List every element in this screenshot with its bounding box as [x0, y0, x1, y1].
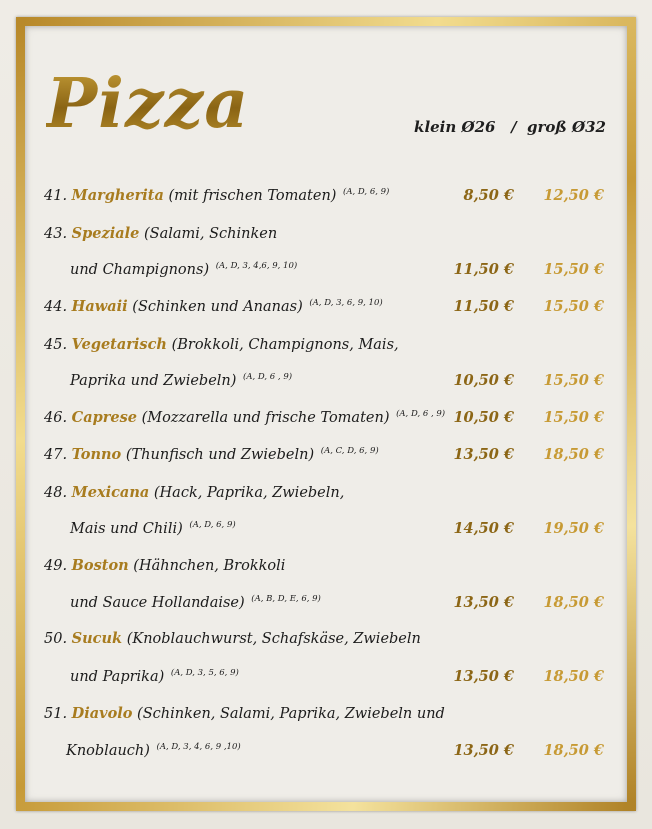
price-large: 15,50 €	[543, 372, 604, 389]
menu-item-sucuk	[44, 630, 604, 652]
item-description: und Paprika)	[70, 669, 165, 685]
price-small: 13,50 €	[453, 668, 514, 685]
menu-item-boston-cont	[70, 594, 604, 616]
menu-item-vegetarisch	[44, 336, 604, 358]
menu-item-mexicana	[44, 484, 604, 506]
menu-item-sucuk-cont	[70, 668, 604, 690]
item-description: Paprika und Zwiebeln)	[70, 373, 237, 389]
price-large: 15,50 €	[543, 298, 604, 315]
item-name: Boston	[71, 557, 129, 574]
item-number: 49.	[44, 558, 68, 574]
item-allergens: (A, D, 6, 9)	[343, 187, 390, 197]
price-small: 10,50 €	[453, 409, 514, 426]
item-name: Diavolo	[71, 705, 133, 722]
menu-item-hawaii	[44, 298, 604, 320]
menu-item-speziale-cont	[70, 261, 604, 283]
price-small: 13,50 €	[453, 742, 514, 759]
item-name: Margherita	[71, 187, 164, 204]
price-large: 15,50 €	[543, 409, 604, 426]
menu-item-boston	[44, 557, 604, 579]
price-large: 19,50 €	[543, 520, 604, 537]
item-description: (mit frischen Tomaten)	[163, 188, 337, 204]
item-description: Knoblauch)	[66, 743, 150, 759]
item-description: (Schinken und Ananas)	[127, 299, 303, 315]
menu-title: Pizza	[46, 64, 250, 144]
menu-item-margherita	[44, 187, 604, 209]
item-number: 50.	[44, 631, 68, 647]
price-large: 12,50 €	[543, 187, 604, 204]
price-large: 18,50 €	[543, 446, 604, 463]
item-allergens: (A, D, 6 , 9)	[396, 409, 446, 419]
item-allergens: (A, D, 3, 4, 6, 9 ,10)	[156, 742, 241, 752]
item-name: Hawaii	[71, 298, 128, 315]
menu-item-speziale	[44, 225, 604, 247]
item-number: 41.	[44, 188, 68, 204]
menu-item-mexicana-cont	[70, 520, 604, 542]
item-allergens: (A, D, 3, 6, 9, 10)	[309, 298, 383, 308]
item-description: (Knoblauchwurst, Schafskäse, Zwiebeln	[122, 631, 421, 647]
item-number: 44.	[44, 299, 68, 315]
item-allergens: (A, D, 6, 9)	[189, 520, 236, 530]
item-allergens: (A, D, 3, 5, 6, 9)	[170, 668, 239, 678]
size-header: klein Ø26 / groß Ø32	[414, 118, 606, 136]
item-number: 46.	[44, 410, 68, 426]
item-name: Speziale	[71, 225, 140, 242]
item-number: 51.	[44, 706, 68, 722]
item-allergens: (A, B, D, E, 6, 9)	[251, 594, 321, 604]
price-small: 11,50 €	[453, 261, 514, 278]
price-large: 18,50 €	[543, 594, 604, 611]
item-name: Caprese	[71, 409, 137, 426]
item-description: (Schinken, Salami, Paprika, Zwiebeln und	[132, 706, 445, 722]
item-number: 43.	[44, 226, 68, 242]
item-name: Mexicana	[71, 484, 150, 501]
price-large: 15,50 €	[543, 261, 604, 278]
menu-item-diavolo	[44, 705, 604, 727]
item-number: 45.	[44, 337, 68, 353]
item-allergens: (A, D, 6 , 9)	[243, 372, 293, 382]
item-description: und Sauce Hollandaise)	[70, 595, 245, 611]
item-description: (Mozzarella und frische Tomaten)	[137, 410, 390, 426]
item-description: Mais und Chili)	[70, 521, 183, 537]
item-description: und Champignons)	[70, 262, 210, 278]
item-description: (Brokkoli, Champignons, Mais,	[166, 337, 399, 353]
price-small: 11,50 €	[453, 298, 514, 315]
item-allergens: (A, D, 3, 4,6, 9, 10)	[215, 261, 298, 271]
item-description: (Salami, Schinken	[139, 226, 278, 242]
price-small: 13,50 €	[453, 446, 514, 463]
item-description: (Hähnchen, Brokkoli	[128, 558, 286, 574]
item-description: (Thunfisch und Zwiebeln)	[121, 447, 315, 463]
price-small: 10,50 €	[453, 372, 514, 389]
item-allergens: (A, C, D, 6, 9)	[320, 446, 379, 456]
price-small: 14,50 €	[453, 520, 514, 537]
menu-item-caprese	[44, 409, 604, 431]
price-large: 18,50 €	[543, 668, 604, 685]
menu-item-tonno	[44, 446, 604, 468]
item-description: (Hack, Paprika, Zwiebeln,	[149, 485, 345, 501]
item-number: 47.	[44, 447, 68, 463]
price-small: 13,50 €	[453, 594, 514, 611]
item-number: 48.	[44, 485, 68, 501]
item-name: Vegetarisch	[71, 336, 167, 353]
menu-item-vegetarisch-cont	[70, 372, 604, 394]
item-name: Sucuk	[71, 630, 123, 647]
price-small: 8,50 €	[463, 187, 514, 204]
price-large: 18,50 €	[543, 742, 604, 759]
menu-item-diavolo-cont	[66, 742, 604, 764]
item-name: Tonno	[71, 446, 122, 463]
